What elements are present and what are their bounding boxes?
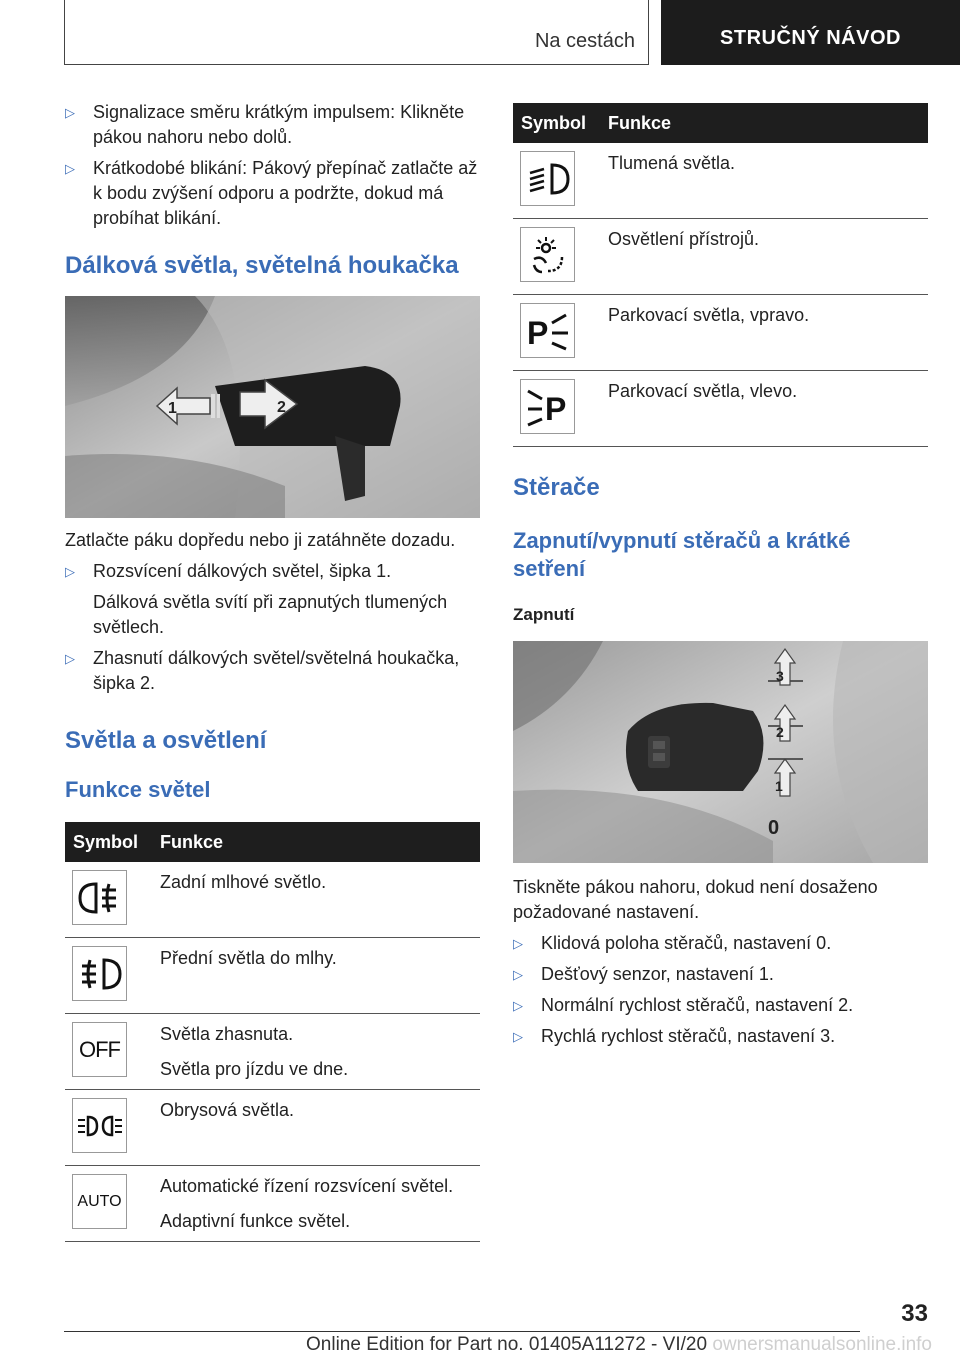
arrow-label-2: 2 xyxy=(277,399,286,416)
auto-lights-icon: AUTO xyxy=(72,1174,127,1229)
table-row: P Parkovací světla, vpravo. xyxy=(513,295,928,371)
bullet-triangle-icon: ▷ xyxy=(513,936,523,951)
watermark: ownersmanualsonline.info xyxy=(712,1334,932,1355)
footer-edition: Online Edition for Part no. 01405A11272 - VI/20 ownersmanualsonline.info xyxy=(306,1334,932,1355)
header-section: Na cestách xyxy=(534,30,635,52)
list-item: ▷ Normální rychlost stěračů, nastavení 2. xyxy=(513,993,928,1018)
lights-heading: Světla a osvětlení xyxy=(65,727,267,754)
table-header xyxy=(513,103,928,143)
arrow-label-1: 1 xyxy=(168,400,177,417)
header-chapter-tab xyxy=(661,0,960,65)
bullet-triangle-icon: ▷ xyxy=(513,998,523,1013)
low-beam-icon xyxy=(520,151,575,206)
lights-function-table xyxy=(65,822,480,1242)
lights-subheading: Funkce světel xyxy=(65,777,211,802)
list-item: ▷ Dešťový senzor, nastavení 1. xyxy=(513,962,928,987)
table-row: Přední světla do mlhy. xyxy=(65,938,480,1014)
position-label-3: 3 xyxy=(776,668,784,684)
table-col-symbol: Symbol xyxy=(73,831,139,852)
wipers-subheading: Zapnutí/vypnutí stěračů a krátké setření xyxy=(513,528,851,581)
right-column xyxy=(513,103,928,1055)
bullet-triangle-icon: ▷ xyxy=(513,967,523,982)
svg-text:P: P xyxy=(544,390,566,427)
table-col-function: Funkce xyxy=(608,112,672,133)
footer-rule xyxy=(64,1331,860,1332)
table-header xyxy=(65,822,480,862)
table-row: AUTO Automatické řízení rozsvícení světel. Adaptivní funkce světel. xyxy=(65,1166,480,1242)
table-row: Tlumená světla. xyxy=(513,143,928,219)
bullet-triangle-icon: ▷ xyxy=(513,1029,523,1044)
position-label-1: 1 xyxy=(775,778,783,794)
rear-fog-light-icon xyxy=(72,870,127,925)
highbeam-intro: Zatlačte páku dopředu nebo ji zatáhněte dozadu. xyxy=(65,530,456,550)
list-item: ▷ Zhasnutí dálkových světel/světelná houkačka, šipka 2. xyxy=(65,648,460,693)
table-row: P Parkovací světla, vlevo. xyxy=(513,371,928,447)
page-number: 33 xyxy=(901,1300,928,1327)
table-col-symbol: Symbol xyxy=(521,112,587,133)
bullet-triangle-icon: ▷ xyxy=(65,105,75,120)
highbeam-stalk-photo xyxy=(65,296,480,518)
table-col-function: Funkce xyxy=(160,831,224,852)
list-item: ▷ Krátkodobé blikání: Pákový přepínač zatlačte až k bodu zvýšení odporu a podržte, dokud má probíhat blikání. xyxy=(65,158,478,228)
table-row: OFF Světla zhasnuta. Světla pro jízdu ve dne. xyxy=(65,1014,480,1090)
bullet-triangle-icon: ▷ xyxy=(65,651,75,666)
highbeam-heading: Dálková světla, světelná houkačka xyxy=(65,252,459,279)
bullet-triangle-icon: ▷ xyxy=(65,564,75,579)
parking-light-left-icon xyxy=(520,379,575,434)
wipers-heading: Stěrače xyxy=(513,474,600,501)
svg-text:P: P xyxy=(526,314,548,351)
highbeam-note: Dálková světla svítí při zapnutých tlumených světlech. xyxy=(93,592,448,637)
list-item: ▷ Rozsvícení dálkových světel, šipka 1. xyxy=(65,559,480,584)
front-fog-light-icon xyxy=(72,946,127,1001)
parking-light-right-icon xyxy=(520,303,575,358)
list-item: ▷ Klidová poloha stěračů, nastavení 0. xyxy=(513,931,928,956)
lights-function-table-cont xyxy=(513,103,928,447)
table-row: Zadní mlhové světlo. xyxy=(65,862,480,938)
table-row: Osvětlení přístrojů. xyxy=(513,219,928,295)
bullet-triangle-icon: ▷ xyxy=(65,161,75,176)
wipers-intro: Tiskněte pákou nahoru, dokud není dosaženo požadované nastavení. xyxy=(513,877,878,922)
wiper-stalk-photo xyxy=(513,641,928,863)
side-lights-icon xyxy=(72,1098,127,1153)
list-item: ▷ Rychlá rychlost stěračů, nastavení 3. xyxy=(513,1024,928,1049)
lights-off-icon: OFF xyxy=(72,1022,127,1077)
position-label-0: 0 xyxy=(768,817,780,839)
table-row: Obrysová světla. xyxy=(65,1090,480,1166)
header-chapter: STRUČNÝ NÁVOD xyxy=(720,27,901,49)
wipers-on-heading: Zapnutí xyxy=(513,605,575,624)
left-column xyxy=(65,100,480,1242)
list-item: ▷ Signalizace směru krátkým impulsem: Klikněte pákou nahoru nebo dolů. xyxy=(65,102,465,147)
instrument-lighting-icon xyxy=(520,227,575,282)
position-label-2: 2 xyxy=(776,724,784,740)
